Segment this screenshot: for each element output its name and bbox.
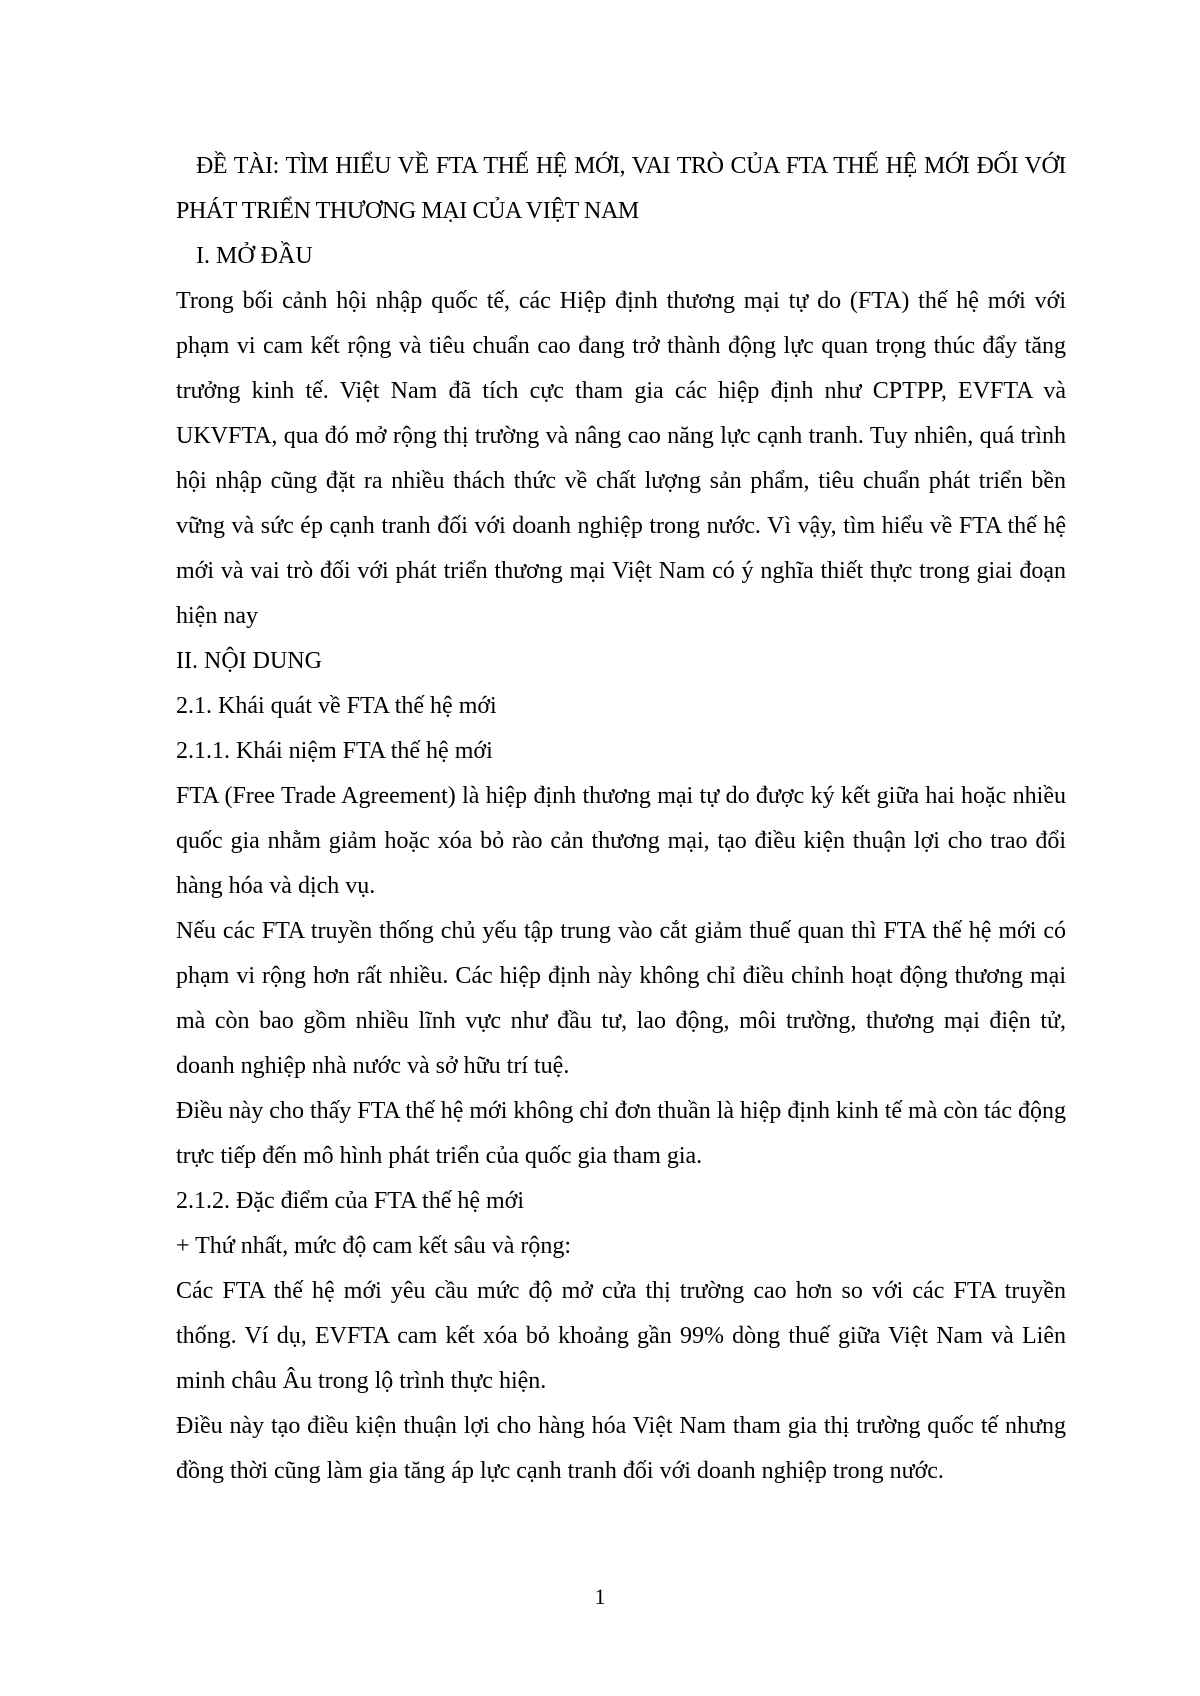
subsection-heading-characteristics: 2.1.2. Đặc điểm của FTA thế hệ mới: [176, 1188, 525, 1214]
subsection-heading-overview: 2.1. Khái quát về FTA thế hệ mới: [176, 693, 497, 719]
section-heading-introduction: I. MỞ ĐẦU: [196, 243, 313, 269]
paragraph-conclusion: Điều này cho thấy FTA thế hệ mới không chỉ đơn thuần là hiệp định kinh tế mà còn tác động trực tiếp đến mô hình phát triển của quốc gia tham gia.: [176, 1098, 1066, 1169]
paragraph-competition-pressure: Điều này tạo điều kiện thuận lợi cho hàng hóa Việt Nam tham gia thị trường quốc tế nhưng đồng thời cũng làm gia tăng áp lực cạnh tranh đối với doanh nghiệp trong nước.: [176, 1413, 1066, 1484]
document-title: ĐỀ TÀI: TÌM HIỂU VỀ FTA THẾ HỆ MỚI, VAI TRÒ CỦA FTA THẾ HỆ MỚI ĐỐI VỚI PHÁT TRIỂN THƯƠNG MẠI CỦA VIỆT NAM: [176, 153, 1066, 224]
page-number: 1: [594, 1584, 606, 1609]
paragraph-fta-definition: FTA (Free Trade Agreement) là hiệp định thương mại tự do được ký kết giữa hai hoặc nhiều quốc gia nhằm giảm hoặc xóa bỏ rào cản thương mại, tạo điều kiện thuận lợi cho trao đổi hàng hóa và dịch vụ.: [176, 783, 1066, 899]
paragraph-market-opening: Các FTA thế hệ mới yêu cầu mức độ mở cửa thị trường cao hơn so với các FTA truyền thống. Ví dụ, EVFTA cam kết xóa bỏ khoảng gần 99% dòng thuế giữa Việt Nam và Liên minh châu Âu trong lộ trình thực hiện.: [176, 1278, 1066, 1394]
document-body: [176, 144, 1066, 1494]
section-heading-content: II. NỘI DUNG: [176, 648, 322, 674]
paragraph-introduction: Trong bối cảnh hội nhập quốc tế, các Hiệp định thương mại tự do (FTA) thế hệ mới với phạm vi cam kết rộng và tiêu chuẩn cao đang trở thành động lực quan trọng thúc đẩy tăng trưởng kinh tế. Việt Nam đã tích cực tham gia các hiệp định như CPTPP, EVFTA và UKVFTA, qua đó mở rộng thị trường và nâng cao năng lực cạnh tranh. Tuy nhiên, quá trình hội nhập cũng đặt ra nhiều thách thức về chất lượng sản phẩm, tiêu chuẩn phát triển bền vững và sức ép cạnh tranh đối với doanh nghiệp trong nước. Vì vậy, tìm hiểu về FTA thế hệ mới và vai trò đối với phát triển thương mại Việt Nam có ý nghĩa thiết thực trong giai đoạn hiện nay: [176, 288, 1066, 629]
point-first-heading: + Thứ nhất, mức độ cam kết sâu và rộng:: [176, 1233, 572, 1259]
subsection-heading-concept: 2.1.1. Khái niệm FTA thế hệ mới: [176, 738, 493, 764]
paragraph-new-gen-scope: Nếu các FTA truyền thống chủ yếu tập trung vào cắt giảm thuế quan thì FTA thế hệ mới có phạm vi rộng hơn rất nhiều. Các hiệp định này không chỉ điều chỉnh hoạt động thương mại mà còn bao gồm nhiều lĩnh vực như đầu tư, lao động, môi trường, thương mại điện tử, doanh nghiệp nhà nước và sở hữu trí tuệ.: [176, 918, 1066, 1079]
